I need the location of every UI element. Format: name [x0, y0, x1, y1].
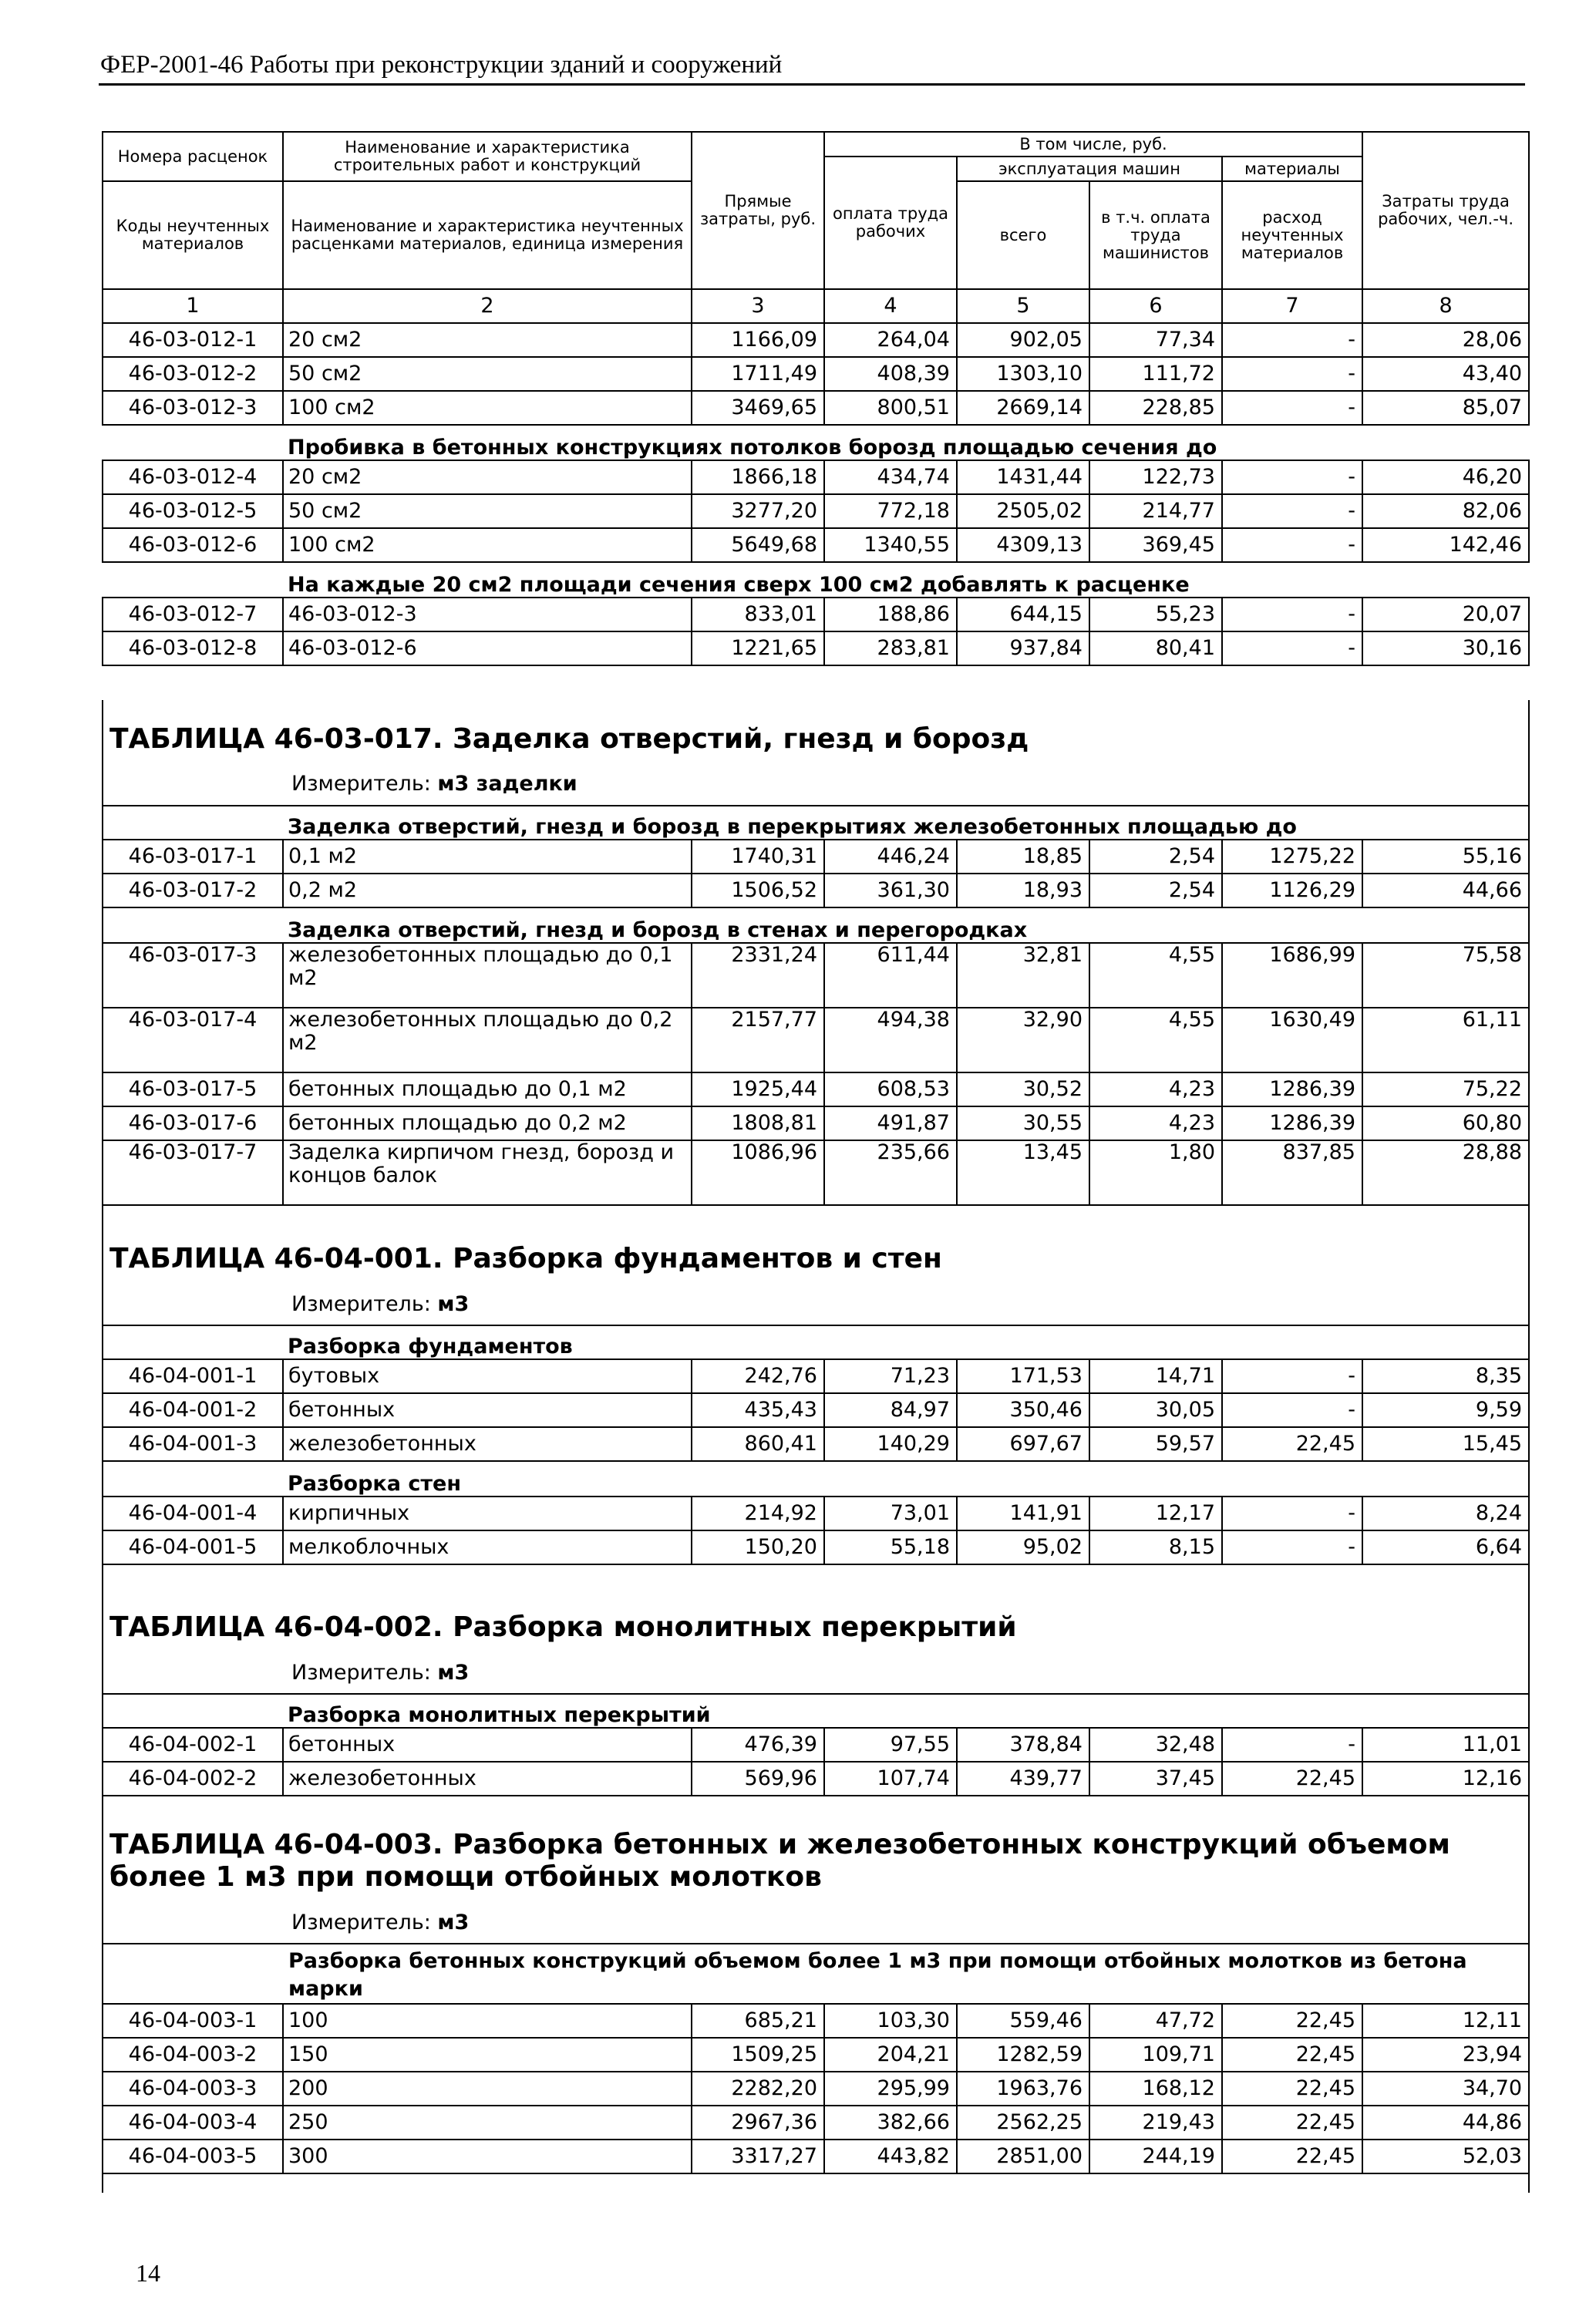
table-cell: 85,07 — [1362, 391, 1529, 425]
column-number: 6 — [1089, 289, 1222, 323]
header-rule — [99, 83, 1525, 86]
table-cell: 2331,24 — [692, 943, 824, 1008]
table-cell: кирпичных — [283, 1497, 692, 1530]
table-cell: 435,43 — [692, 1393, 824, 1427]
table-cell: 228,85 — [1089, 391, 1222, 425]
table-cell: 82,06 — [1362, 494, 1529, 528]
section-heading: Разборка стен — [103, 1461, 1529, 1497]
table-cell: 46-03-017-6 — [103, 1106, 283, 1140]
table-cell: железобетонных площадью до 0,1 м2 — [283, 943, 692, 1008]
table-cell: 1506,52 — [692, 874, 824, 907]
table-cell: 111,72 — [1089, 357, 1222, 391]
running-header: ФЕР-2001-46 Работы при реконструкции зданий и сооружений — [100, 51, 783, 79]
col-header-material-consumption: расход неучтенных материалов — [1222, 181, 1362, 289]
table-cell: 22,45 — [1222, 2004, 1362, 2038]
table-cell: 59,57 — [1089, 1427, 1222, 1461]
table-cell: 1303,10 — [957, 357, 1089, 391]
table-row — [103, 2106, 1529, 2140]
page-number: 14 — [136, 2259, 160, 2287]
table-cell: 95,02 — [957, 1530, 1089, 1564]
table-cell: 476,39 — [692, 1728, 824, 1762]
table-cell: 361,30 — [824, 874, 957, 907]
table-cell: 22,45 — [1222, 1427, 1362, 1461]
table-cell: 1340,55 — [824, 528, 957, 562]
table-cell: 84,97 — [824, 1393, 957, 1427]
table-cell: 4,23 — [1089, 1106, 1222, 1140]
table-cell: 559,46 — [957, 2004, 1089, 2038]
table-cell: 80,41 — [1089, 631, 1222, 665]
table-cell: 46-03-017-2 — [103, 874, 283, 907]
table-cell: 32,48 — [1089, 1728, 1222, 1762]
table-cell: 47,72 — [1089, 2004, 1222, 2038]
table-cell: 20,07 — [1362, 598, 1529, 631]
table-cell: 772,18 — [824, 494, 957, 528]
table-cell: 8,15 — [1089, 1530, 1222, 1564]
rates-table-46-04-001 — [102, 1325, 1530, 1565]
section-heading: Заделка отверстий, гнезд и борозд в стенах и перегородках — [103, 907, 1529, 943]
table-cell: 295,99 — [824, 2072, 957, 2106]
table-cell: 171,53 — [957, 1359, 1089, 1393]
table-cell: 100 — [283, 2004, 692, 2038]
section-heading: Пробивка в бетонных конструкциях потолков борозд площадью сечения до — [103, 425, 1529, 460]
col-header-machines: эксплуатация машин — [957, 157, 1222, 181]
table-cell: бетонных площадью до 0,1 м2 — [283, 1072, 692, 1106]
table-cell: 22,45 — [1222, 2072, 1362, 2106]
table-cell: бетонных — [283, 1728, 692, 1762]
table-cell: 244,19 — [1089, 2140, 1222, 2173]
table-cell: 608,53 — [824, 1072, 957, 1106]
rates-table-46-04-002 — [102, 1693, 1530, 1796]
table-cell: 46-03-012-4 — [103, 460, 283, 494]
table-cell: 30,55 — [957, 1106, 1089, 1140]
table-title: ТАБЛИЦА 46-04-003. Разборка бетонных и железобетонных конструкций объемом более 1 м3 при помощи отбойных молотков — [109, 1829, 1450, 1893]
measure-label: Измеритель: — [291, 1661, 438, 1685]
table-cell: 46-03-017-1 — [103, 840, 283, 874]
table-cell: 46-04-002-2 — [103, 1762, 283, 1796]
table-cell: железобетонных — [283, 1427, 692, 1461]
table-cell: - — [1222, 1359, 1362, 1393]
table-cell: 1431,44 — [957, 460, 1089, 494]
table-cell: 12,11 — [1362, 2004, 1529, 2038]
table-cell: 1,80 — [1089, 1140, 1222, 1205]
table-cell: 8,24 — [1362, 1497, 1529, 1530]
table-title: ТАБЛИЦА 46-04-002. Разборка монолитных перекрытий — [109, 1611, 1017, 1643]
table-row — [103, 874, 1529, 907]
table-cell: 61,11 — [1362, 1008, 1529, 1072]
table-cell: 46-04-001-2 — [103, 1393, 283, 1427]
table-cell: 5649,68 — [692, 528, 824, 562]
table-row — [103, 1106, 1529, 1140]
table-cell: 2505,02 — [957, 494, 1089, 528]
table-cell: 697,67 — [957, 1427, 1089, 1461]
table-cell: 1509,25 — [692, 2038, 824, 2072]
table-cell: 434,74 — [824, 460, 957, 494]
table-cell: 1686,99 — [1222, 943, 1362, 1008]
table-cell: 46-04-003-5 — [103, 2140, 283, 2173]
table-cell: 439,77 — [957, 1762, 1089, 1796]
section-heading: Разборка фундаментов — [103, 1325, 1529, 1359]
section-heading: Разборка монолитных перекрытий — [103, 1694, 1529, 1728]
table-cell: 46-03-017-4 — [103, 1008, 283, 1072]
table-cell: 0,2 м2 — [283, 874, 692, 907]
table-cell: 214,77 — [1089, 494, 1222, 528]
table-cell: 28,88 — [1362, 1140, 1529, 1205]
table-cell: 50 см2 — [283, 357, 692, 391]
table-cell: 494,38 — [824, 1008, 957, 1072]
table-row — [103, 1497, 1529, 1530]
table-cell: 32,81 — [957, 943, 1089, 1008]
table-cell: 1866,18 — [692, 460, 824, 494]
measure-unit: м3 — [437, 1661, 470, 1685]
table-cell: 32,90 — [957, 1008, 1089, 1072]
table-cell: 142,46 — [1362, 528, 1529, 562]
table-cell: 46-03-012-3 — [283, 598, 692, 631]
table-cell: 860,41 — [692, 1427, 824, 1461]
table-title: ТАБЛИЦА 46-03-017. Заделка отверстий, гнезд и борозд — [109, 723, 1029, 755]
table-cell: 3277,20 — [692, 494, 824, 528]
table-cell: 71,23 — [824, 1359, 957, 1393]
table-cell: 264,04 — [824, 323, 957, 357]
table-cell: 12,17 — [1089, 1497, 1222, 1530]
table-cell: - — [1222, 460, 1362, 494]
column-number: 1 — [103, 289, 283, 323]
table-cell: 800,51 — [824, 391, 957, 425]
table-cell: - — [1222, 1393, 1362, 1427]
table-cell: 22,45 — [1222, 2038, 1362, 2072]
table-cell: 569,96 — [692, 1762, 824, 1796]
table-cell: 46-04-003-1 — [103, 2004, 283, 2038]
table-cell: 2851,00 — [957, 2140, 1089, 2173]
table-cell: 22,45 — [1222, 2106, 1362, 2140]
table-cell: 188,86 — [824, 598, 957, 631]
table-cell: 250 — [283, 2106, 692, 2140]
table-row — [103, 357, 1529, 391]
table-cell: - — [1222, 598, 1362, 631]
table-cell: мелкоблочных — [283, 1530, 692, 1564]
table-cell: бетонных — [283, 1393, 692, 1427]
table-cell: 1963,76 — [957, 2072, 1089, 2106]
table-cell: железобетонных площадью до 0,2 м2 — [283, 1008, 692, 1072]
table-cell: Заделка кирпичом гнезд, борозд и концов балок — [283, 1140, 692, 1205]
table-cell: 2967,36 — [692, 2106, 824, 2140]
table-cell: 37,45 — [1089, 1762, 1222, 1796]
measure-unit: м3 — [437, 1911, 470, 1934]
table-cell: 97,55 — [824, 1728, 957, 1762]
table-cell: 4,55 — [1089, 1008, 1222, 1072]
column-number: 8 — [1362, 289, 1529, 323]
table-cell: 1282,59 — [957, 2038, 1089, 2072]
table-cell: - — [1222, 357, 1362, 391]
table-cell: 1286,39 — [1222, 1072, 1362, 1106]
table-cell: 491,87 — [824, 1106, 957, 1140]
col-header-operator-wages: в т.ч. оплата труда машинистов — [1089, 181, 1222, 289]
column-number: 5 — [957, 289, 1089, 323]
table-cell: 46,20 — [1362, 460, 1529, 494]
table-cell: 18,85 — [957, 840, 1089, 874]
table-cell: 219,43 — [1089, 2106, 1222, 2140]
table-cell: 214,92 — [692, 1497, 824, 1530]
table-cell: 9,59 — [1362, 1393, 1529, 1427]
table-cell: 4,23 — [1089, 1072, 1222, 1106]
table-cell: 2157,77 — [692, 1008, 824, 1072]
table-cell: 22,45 — [1222, 1762, 1362, 1796]
table-cell: 1221,65 — [692, 631, 824, 665]
table-cell: 46-03-012-5 — [103, 494, 283, 528]
table-row — [103, 1728, 1529, 1762]
table-cell: железобетонных — [283, 1762, 692, 1796]
measure-line — [291, 1911, 469, 1934]
table-cell: 140,29 — [824, 1427, 957, 1461]
table-cell: 350,46 — [957, 1393, 1089, 1427]
table-title: ТАБЛИЦА 46-04-001. Разборка фундаментов и стен — [109, 1243, 942, 1274]
table-cell: 100 см2 — [283, 528, 692, 562]
table-cell: 1711,49 — [692, 357, 824, 391]
table-row — [103, 1530, 1529, 1564]
table-row — [103, 1427, 1529, 1461]
table-cell: 46-04-001-3 — [103, 1427, 283, 1461]
table-cell: 369,45 — [1089, 528, 1222, 562]
table-cell: 644,15 — [957, 598, 1089, 631]
table-cell: бетонных площадью до 0,2 м2 — [283, 1106, 692, 1140]
table-cell: 141,91 — [957, 1497, 1089, 1530]
table-cell: 46-04-003-4 — [103, 2106, 283, 2140]
table-cell: 150 — [283, 2038, 692, 2072]
table-cell: 107,74 — [824, 1762, 957, 1796]
table-cell: 2282,20 — [692, 2072, 824, 2106]
column-number: 2 — [283, 289, 692, 323]
table-cell: - — [1222, 1530, 1362, 1564]
column-number: 4 — [824, 289, 957, 323]
col-header-machines-total: всего — [957, 181, 1089, 289]
table-cell: 46-03-012-3 — [103, 391, 283, 425]
measure-unit: м3 заделки — [437, 772, 577, 796]
table-row — [103, 2072, 1529, 2106]
table-cell: 6,64 — [1362, 1530, 1529, 1564]
table-cell: 1086,96 — [692, 1140, 824, 1205]
table-cell: бутовых — [283, 1359, 692, 1393]
rates-table-46-03-017 — [102, 805, 1530, 1206]
section-heading: На каждые 20 см2 площади сечения сверх 100 см2 добавлять к расценке — [103, 562, 1529, 598]
table-row — [103, 460, 1529, 494]
col-header-worker-wages: оплата труда рабочих — [824, 157, 957, 289]
col-header-materials: материалы — [1222, 157, 1362, 181]
table-cell: 46-04-002-1 — [103, 1728, 283, 1762]
column-number: 7 — [1222, 289, 1362, 323]
section-heading: Разборка бетонных конструкций объемом более 1 м3 при помощи отбойных молотков из бетона марки — [103, 1944, 1529, 2004]
table-row — [103, 1072, 1529, 1106]
table-cell: 4,55 — [1089, 943, 1222, 1008]
table-cell: 235,66 — [824, 1140, 957, 1205]
table-cell: 46-04-003-2 — [103, 2038, 283, 2072]
table-cell: 22,45 — [1222, 2140, 1362, 2173]
table-cell: 20 см2 — [283, 323, 692, 357]
table-cell: 168,12 — [1089, 2072, 1222, 2106]
table-cell: 408,39 — [824, 357, 957, 391]
table-cell: 937,84 — [957, 631, 1089, 665]
table-cell: 60,80 — [1362, 1106, 1529, 1140]
table-cell: 100 см2 — [283, 391, 692, 425]
table-row — [103, 2140, 1529, 2173]
table-cell: 122,73 — [1089, 460, 1222, 494]
table-cell: 13,45 — [957, 1140, 1089, 1205]
table-cell: 20 см2 — [283, 460, 692, 494]
table-cell: 2562,25 — [957, 2106, 1089, 2140]
col-header-labor-hours: Затраты труда рабочих, чел.-ч. — [1362, 132, 1529, 289]
measure-line — [291, 1661, 469, 1685]
table-cell: 18,93 — [957, 874, 1089, 907]
table-cell: 150,20 — [692, 1530, 824, 1564]
col-header-material-name: Наименование и характеристика неучтенных расценками материалов, единица измерения — [283, 181, 692, 289]
table-cell: 30,52 — [957, 1072, 1089, 1106]
table-row — [103, 1140, 1529, 1205]
table-cell: 3317,27 — [692, 2140, 824, 2173]
rates-table-46-04-003 — [102, 1943, 1530, 2174]
table-cell: 204,21 — [824, 2038, 957, 2072]
table-row — [103, 598, 1529, 631]
table-cell: - — [1222, 1728, 1362, 1762]
table-cell: 77,34 — [1089, 323, 1222, 357]
measure-label: Измеритель: — [291, 1292, 438, 1316]
measure-line — [291, 1292, 469, 1316]
table-cell: 283,81 — [824, 631, 957, 665]
table-row — [103, 1008, 1529, 1072]
table-row — [103, 943, 1529, 1008]
measure-label: Измеритель: — [291, 772, 438, 796]
table-cell: 55,23 — [1089, 598, 1222, 631]
table-cell: 50 см2 — [283, 494, 692, 528]
measure-unit: м3 — [437, 1292, 470, 1316]
table-row — [103, 1762, 1529, 1796]
measure-label: Измеритель: — [291, 1911, 438, 1934]
table-row — [103, 391, 1529, 425]
table-cell: 1630,49 — [1222, 1008, 1362, 1072]
table-cell: 46-03-012-7 — [103, 598, 283, 631]
table-cell: 23,94 — [1362, 2038, 1529, 2072]
table-cell: 46-03-012-1 — [103, 323, 283, 357]
table-cell: - — [1222, 1497, 1362, 1530]
table-cell: - — [1222, 631, 1362, 665]
table-cell: 15,45 — [1362, 1427, 1529, 1461]
table-cell: 75,58 — [1362, 943, 1529, 1008]
table-cell: 1126,29 — [1222, 874, 1362, 907]
section-heading: Заделка отверстий, гнезд и борозд в перекрытиях железобетонных площадью до — [103, 806, 1529, 840]
table-cell: 446,24 — [824, 840, 957, 874]
table-cell: 28,06 — [1362, 323, 1529, 357]
table-cell: 46-04-003-3 — [103, 2072, 283, 2106]
table-cell: 902,05 — [957, 323, 1089, 357]
table-row — [103, 1393, 1529, 1427]
table-cell: 46-03-012-6 — [283, 631, 692, 665]
measure-line — [291, 772, 577, 796]
table-cell: 46-03-012-2 — [103, 357, 283, 391]
col-header-rate-numbers: Номера расценок — [103, 132, 283, 181]
col-header-direct-costs: Прямые затраты, руб. — [692, 132, 824, 289]
table-row — [103, 2038, 1529, 2072]
table-row — [103, 2004, 1529, 2038]
table-cell: 1740,31 — [692, 840, 824, 874]
table-cell: 52,03 — [1362, 2140, 1529, 2173]
table-cell: 833,01 — [692, 598, 824, 631]
table-cell: 837,85 — [1222, 1140, 1362, 1205]
column-number: 3 — [692, 289, 824, 323]
table-cell: 46-03-017-7 — [103, 1140, 283, 1205]
table-cell: 1925,44 — [692, 1072, 824, 1106]
table-cell: 2669,14 — [957, 391, 1089, 425]
table-row — [103, 840, 1529, 874]
table-cell: 443,82 — [824, 2140, 957, 2173]
table-cell: - — [1222, 323, 1362, 357]
table-cell: 1286,39 — [1222, 1106, 1362, 1140]
table-row — [103, 528, 1529, 562]
table-cell: 43,40 — [1362, 357, 1529, 391]
table-cell: 44,66 — [1362, 874, 1529, 907]
table-cell: 242,76 — [692, 1359, 824, 1393]
table-cell: - — [1222, 528, 1362, 562]
table-cell: 2,54 — [1089, 840, 1222, 874]
table-cell: 300 — [283, 2140, 692, 2173]
table-row — [103, 323, 1529, 357]
table-cell: 46-04-001-4 — [103, 1497, 283, 1530]
col-header-work-name: Наименование и характеристика строительных работ и конструкций — [283, 132, 692, 181]
table-cell: 34,70 — [1362, 2072, 1529, 2106]
table-cell: 46-03-017-3 — [103, 943, 283, 1008]
table-cell: 55,18 — [824, 1530, 957, 1564]
col-header-material-codes: Коды неучтенных материалов — [103, 181, 283, 289]
table-cell: 685,21 — [692, 2004, 824, 2038]
table-cell: 4309,13 — [957, 528, 1089, 562]
table-cell: 8,35 — [1362, 1359, 1529, 1393]
table-cell: 12,16 — [1362, 1762, 1529, 1796]
table-cell: 11,01 — [1362, 1728, 1529, 1762]
col-header-including: В том числе, руб. — [824, 132, 1362, 157]
table-cell: 103,30 — [824, 2004, 957, 2038]
table-cell: 14,71 — [1089, 1359, 1222, 1393]
table-cell: 1275,22 — [1222, 840, 1362, 874]
table-cell: 46-03-012-6 — [103, 528, 283, 562]
table-cell: 378,84 — [957, 1728, 1089, 1762]
table-cell: 30,05 — [1089, 1393, 1222, 1427]
table-cell: 55,16 — [1362, 840, 1529, 874]
table-cell: 611,44 — [824, 943, 957, 1008]
table-cell: 0,1 м2 — [283, 840, 692, 874]
table-cell: 1166,09 — [692, 323, 824, 357]
rates-table-46-03-012 — [102, 131, 1530, 666]
table-cell: 382,66 — [824, 2106, 957, 2140]
table-cell: 30,16 — [1362, 631, 1529, 665]
table-cell: - — [1222, 391, 1362, 425]
table-row — [103, 494, 1529, 528]
table-row — [103, 1359, 1529, 1393]
table-row — [103, 631, 1529, 665]
table-cell: 3469,65 — [692, 391, 824, 425]
table-cell: 46-04-001-5 — [103, 1530, 283, 1564]
table-cell: 2,54 — [1089, 874, 1222, 907]
table-cell: 73,01 — [824, 1497, 957, 1530]
table-cell: 200 — [283, 2072, 692, 2106]
table-cell: 44,86 — [1362, 2106, 1529, 2140]
table-cell: 46-03-017-5 — [103, 1072, 283, 1106]
table-cell: 46-03-012-8 — [103, 631, 283, 665]
table-cell: 1808,81 — [692, 1106, 824, 1140]
table-cell: 75,22 — [1362, 1072, 1529, 1106]
table-cell: 109,71 — [1089, 2038, 1222, 2072]
table-cell: 46-04-001-1 — [103, 1359, 283, 1393]
table-cell: - — [1222, 494, 1362, 528]
